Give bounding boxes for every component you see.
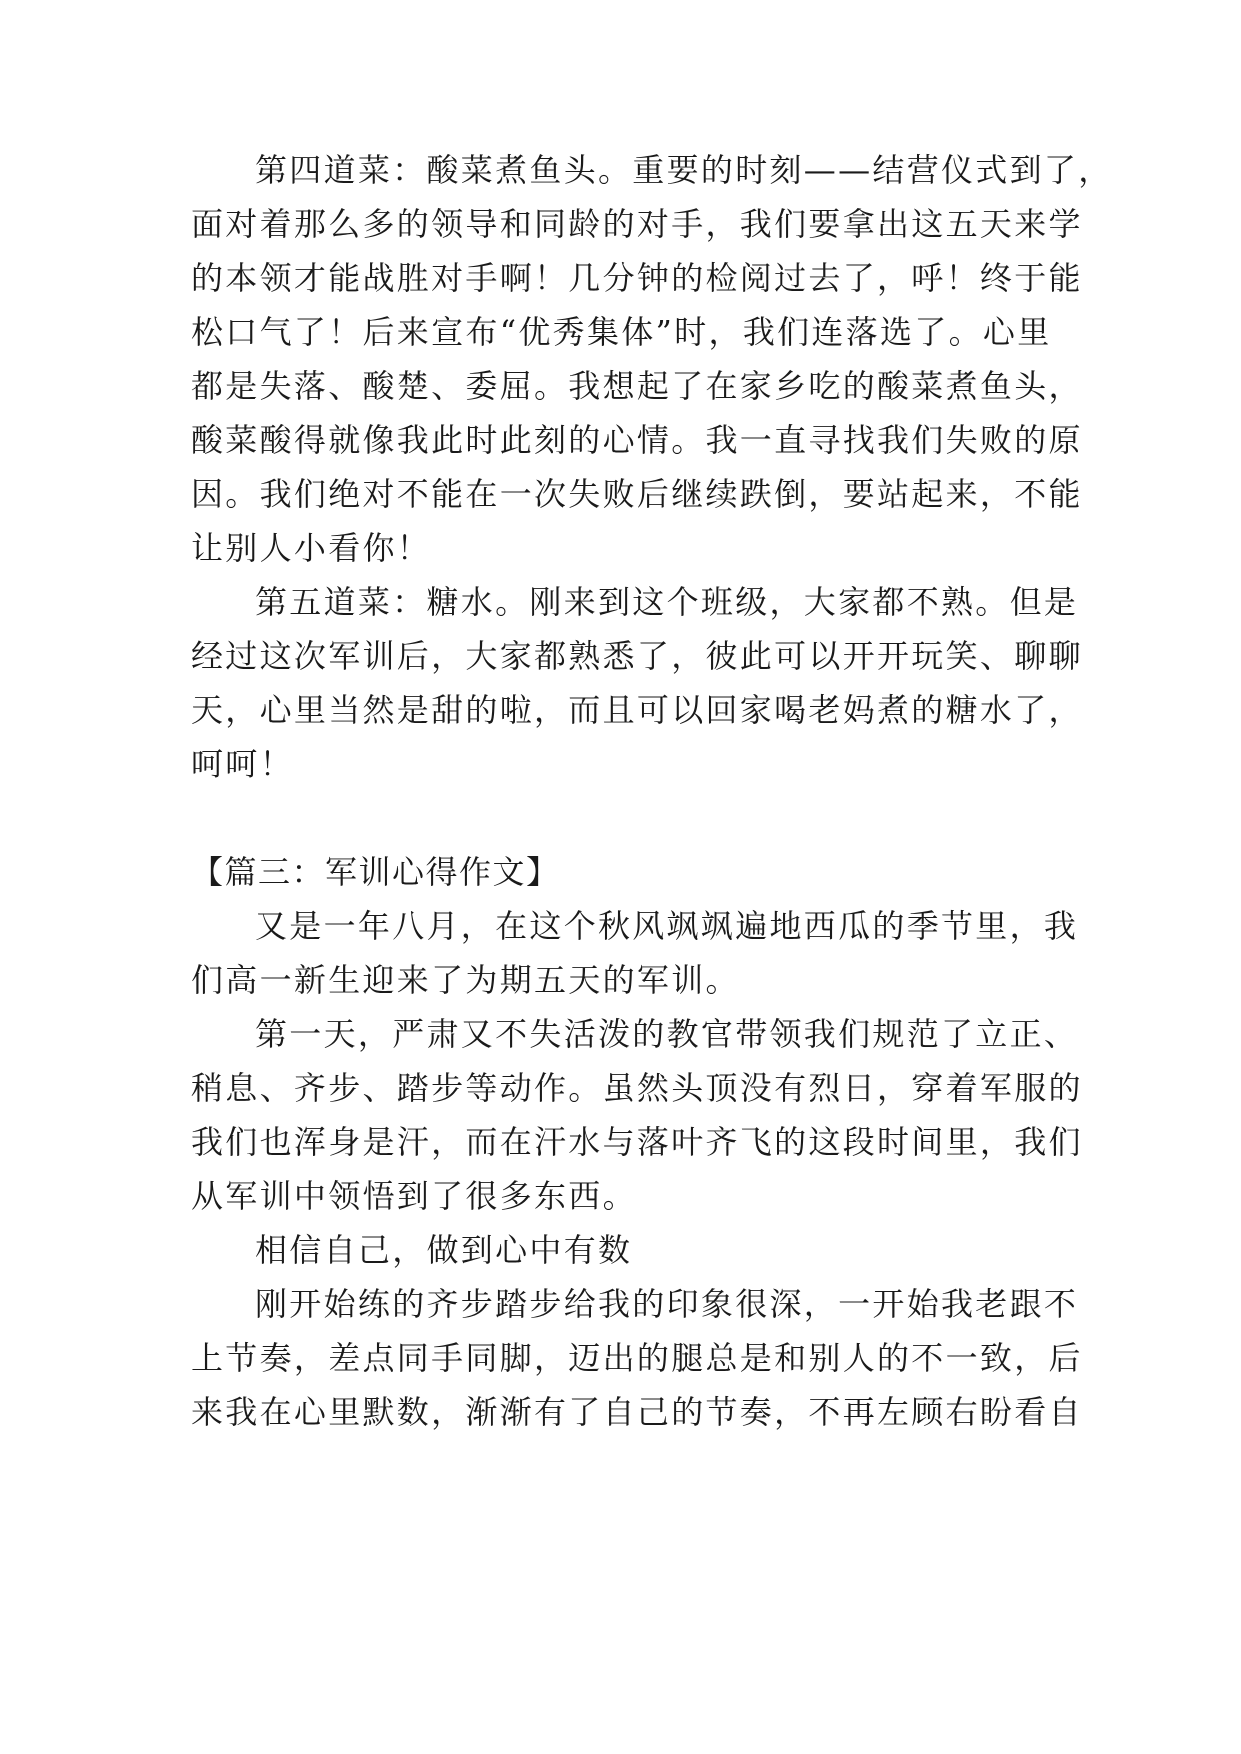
section-heading: 【篇三：军训心得作文】 — [191, 853, 560, 891]
paragraph-line: 稍息、齐步、踏步等动作。虽然头顶没有烈日，穿着军服的 — [191, 1069, 1083, 1107]
paragraph-line: 松口气了！后来宣布“优秀集体”时，我们连落选了。心里 — [191, 313, 1052, 351]
paragraph-line: 们高一新生迎来了为期五天的军训。 — [191, 961, 740, 999]
paragraph-line: 让别人小看你！ — [191, 529, 432, 567]
paragraph-line: 天，心里当然是甜的啦，而且可以回家喝老妈煮的糖水了， — [191, 691, 1083, 729]
paragraph-line: 第五道菜：糖水。刚来到这个班级，大家都不熟。但是 — [255, 583, 1079, 621]
paragraph-line: 第四道菜：酸菜煮鱼头。重要的时刻——结营仪式到了， — [255, 151, 1113, 189]
paragraph-line: 都是失落、酸楚、委屈。我想起了在家乡吃的酸菜煮鱼头， — [191, 367, 1083, 405]
paragraph-line: 面对着那么多的领导和同龄的对手，我们要拿出这五天来学 — [191, 205, 1083, 243]
paragraph-line: 第一天，严肃又不失活泼的教官带领我们规范了立正、 — [255, 1015, 1079, 1053]
paragraph-line: 酸菜酸得就像我此时此刻的心情。我一直寻找我们失败的原 — [191, 421, 1083, 459]
paragraph-line: 又是一年八月，在这个秋风飒飒遍地西瓜的季节里，我 — [255, 907, 1079, 945]
paragraph-line: 来我在心里默数，渐渐有了自己的节奏，不再左顾右盼看自 — [191, 1393, 1083, 1431]
paragraph-line: 因。我们绝对不能在一次失败后继续跌倒，要站起来，不能 — [191, 475, 1083, 513]
paragraph-line: 我们也浑身是汗，而在汗水与落叶齐飞的这段时间里，我们 — [191, 1123, 1083, 1161]
paragraph-line: 从军训中领悟到了很多东西。 — [191, 1177, 637, 1215]
subheading: 相信自己，做到心中有数 — [255, 1231, 633, 1269]
paragraph-line: 上节奏，差点同手同脚，迈出的腿总是和别人的不一致，后 — [191, 1339, 1083, 1377]
paragraph-line: 刚开始练的齐步踏步给我的印象很深，一开始我老跟不 — [255, 1285, 1079, 1323]
paragraph-line: 经过这次军训后，大家都熟悉了，彼此可以开开玩笑、聊聊 — [191, 637, 1083, 675]
paragraph-line: 的本领才能战胜对手啊！几分钟的检阅过去了，呼！终于能 — [191, 259, 1083, 297]
paragraph-line: 呵呵！ — [191, 745, 294, 783]
